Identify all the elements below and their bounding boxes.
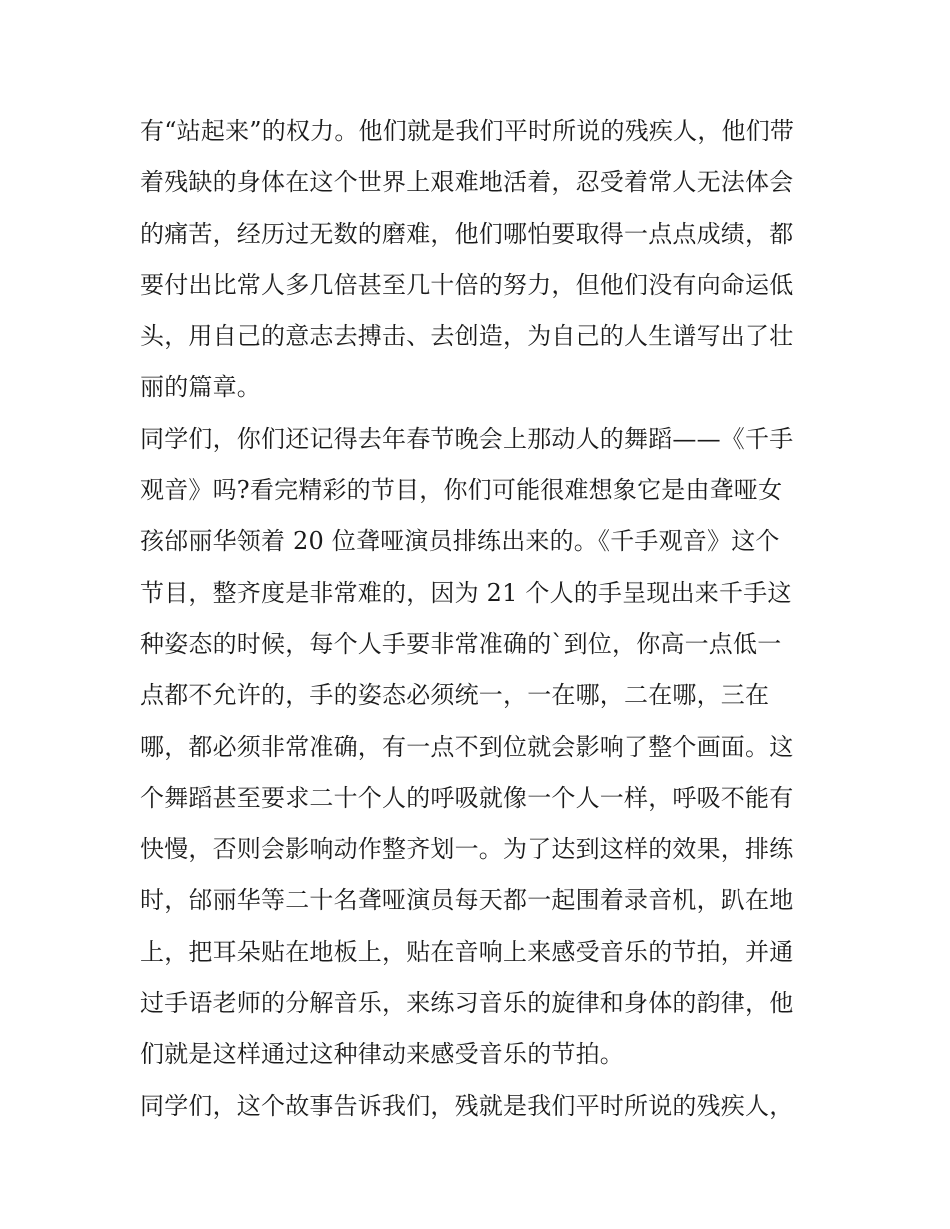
text-line: 同学们，这个故事告诉我们，残就是我们平时所说的残疾人， — [140, 1091, 794, 1120]
text-line: 孩邰丽华领着 20 位聋哑演员排练出来的。《千手观音》这个 — [140, 527, 780, 556]
text-line: 观音》吗?看完精彩的节目，你们可能很难想象它是由聋哑女 — [140, 476, 783, 505]
text-line: 们就是这样通过这种律动来感受音乐的节拍。 — [140, 1040, 624, 1069]
text-line: 快慢，否则会影响动作整齐划一。为了达到这样的效果，排练 — [140, 835, 794, 864]
text-line: 点都不允许的，手的姿态必须统一，一在哪，二在哪，三在 — [140, 681, 770, 710]
text-line: 哪，都必须非常准确，有一点不到位就会影响了整个画面。这 — [140, 732, 794, 761]
text-line: 种姿态的时候，每个人手要非常准确的`到位，你高一点低一 — [140, 629, 782, 658]
text-line: 节目，整齐度是非常难的，因为 21 个人的手呈现出来千手这 — [140, 578, 792, 607]
text-line: 同学们，你们还记得去年春节晚会上那动人的舞蹈——《千手 — [140, 424, 794, 453]
text-line: 丽的篇章。 — [140, 373, 261, 402]
text-line: 过手语老师的分解音乐，来练习音乐的旋律和身体的韵律，他 — [140, 989, 794, 1018]
text-line: 的痛苦，经历过无数的磨难，他们哪怕要取得一点点成绩，都 — [140, 219, 794, 248]
text-line: 头，用自己的意志去搏击、去创造，为自己的人生谱写出了壮 — [140, 322, 794, 351]
text-line: 着残缺的身体在这个世界上艰难地活着，忍受着常人无法体会 — [140, 168, 794, 197]
text-line: 要付出比常人多几倍甚至几十倍的努力，但他们没有向命运低 — [140, 270, 794, 299]
text-line: 有“站起来”的权力。他们就是我们平时所说的残疾人，他们带 — [140, 117, 795, 145]
text-line: 个舞蹈甚至要求二十个人的呼吸就像一个人一样，呼吸不能有 — [140, 783, 794, 812]
body-text — [140, 106, 820, 1132]
text-line: 时，邰丽华等二十名聋哑演员每天都一起围着录音机，趴在地 — [140, 886, 794, 915]
text-line: 上，把耳朵贴在地板上，贴在音响上来感受音乐的节拍，并通 — [140, 937, 794, 966]
